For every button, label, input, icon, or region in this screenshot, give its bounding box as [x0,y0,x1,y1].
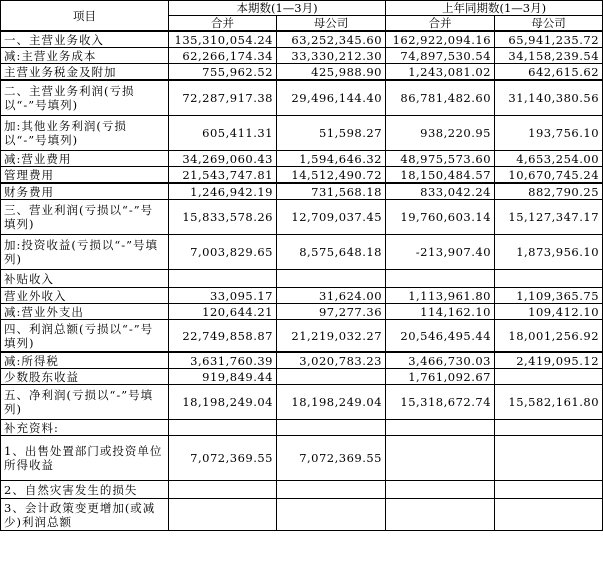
prior-consolidated-cell: 938,220.95 [386,116,495,151]
row-label: 二、主营业务利润(亏损以“-”号填列) [1,80,169,116]
table-row [1,64,603,81]
current-parent-header: 母公司 [277,16,386,32]
prior-consolidated-cell: 19,760,603.14 [386,200,495,235]
current-parent-cell: 425,988.90 [277,64,386,81]
prior-parent-cell: 10,670,745.24 [495,167,603,184]
prior-parent-cell: 31,140,380.56 [495,80,603,116]
prior-consolidated-cell [386,270,495,288]
row-label: 补充资料: [1,420,169,436]
table-row [1,385,603,420]
prior-parent-cell: 34,158,239.54 [495,48,603,64]
prior-parent-cell: 109,412.10 [495,304,603,320]
row-label: 主营业务税金及附加 [1,64,169,81]
prior-consolidated-cell: 18,150,484.57 [386,167,495,184]
current-consolidated-cell: 135,310,054.24 [169,31,277,48]
current-parent-cell: 97,277.36 [277,304,386,320]
current-parent-cell: 8,575,648.18 [277,235,386,270]
table-row [1,270,603,288]
prior-parent-cell: 2,419,095.12 [495,352,603,369]
prior-parent-cell [495,499,603,531]
prior-consolidated-cell: 1,243,081.02 [386,64,495,81]
table-row [1,369,603,385]
current-parent-cell: 731,568.18 [277,183,386,200]
prior-parent-cell [495,420,603,436]
table-row [1,235,603,270]
prior-consolidated-cell: 74,897,530.54 [386,48,495,64]
prior-parent-cell: 15,582,161.80 [495,385,603,420]
current-period-header: 本期数(1—3月) [169,1,386,16]
prior-consolidated-cell: 15,318,672.74 [386,385,495,420]
prior-parent-cell [495,270,603,288]
current-parent-cell: 12,709,037.45 [277,200,386,235]
table-row [1,200,603,235]
prior-parent-cell: 642,615.62 [495,64,603,81]
row-label: 1、出售处置部门或投资单位所得收益 [1,436,169,481]
prior-consolidated-cell [386,499,495,531]
prior-consolidated-cell: 114,162.10 [386,304,495,320]
prior-parent-cell: 193,756.10 [495,116,603,151]
prior-consolidated-cell: 20,546,495.44 [386,320,495,353]
current-consolidated-cell: 34,269,060.43 [169,151,277,167]
current-consolidated-cell [169,270,277,288]
current-consolidated-header: 合并 [169,16,277,32]
table-row [1,48,603,64]
current-consolidated-cell: 3,631,760.39 [169,352,277,369]
row-label: 四、利润总额(亏损以“-”号填列) [1,320,169,353]
current-consolidated-cell: 21,543,747.81 [169,167,277,184]
prior-parent-cell: 65,941,235.72 [495,31,603,48]
current-consolidated-cell [169,420,277,436]
row-label: 营业外收入 [1,288,169,304]
current-parent-cell [277,499,386,531]
current-consolidated-cell: 72,287,917.38 [169,80,277,116]
prior-consolidated-cell: 48,975,573.60 [386,151,495,167]
current-consolidated-cell: 18,198,249.04 [169,385,277,420]
current-parent-cell: 7,072,369.55 [277,436,386,481]
table-row [1,151,603,167]
table-row [1,320,603,353]
current-consolidated-cell: 62,266,174.34 [169,48,277,64]
current-parent-cell: 21,219,032.27 [277,320,386,353]
prior-parent-cell: 1,109,365.75 [495,288,603,304]
current-parent-cell [277,481,386,499]
current-consolidated-cell [169,481,277,499]
prior-parent-header: 母公司 [495,16,603,32]
table-row [1,80,603,116]
current-consolidated-cell: 1,246,942.19 [169,183,277,200]
row-label: 少数股东收益 [1,369,169,385]
current-parent-cell: 18,198,249.04 [277,385,386,420]
prior-parent-cell: 1,873,956.10 [495,235,603,270]
prior-parent-cell: 4,653,254.00 [495,151,603,167]
current-consolidated-cell: 919,849.44 [169,369,277,385]
current-consolidated-cell: 15,833,578.26 [169,200,277,235]
current-parent-cell: 33,330,212.30 [277,48,386,64]
row-label: 财务费用 [1,183,169,200]
prior-consolidated-cell: 86,781,482.60 [386,80,495,116]
row-label: 三、营业利润(亏损以“-”号填列) [1,200,169,235]
current-parent-cell [277,270,386,288]
current-parent-cell: 51,598.27 [277,116,386,151]
table-row [1,167,603,184]
current-consolidated-cell: 7,072,369.55 [169,436,277,481]
row-label: 2、自然灾害发生的损失 [1,481,169,499]
current-consolidated-cell: 755,962.52 [169,64,277,81]
current-consolidated-cell: 33,095.17 [169,288,277,304]
prior-consolidated-cell [386,481,495,499]
prior-period-header: 上年同期数(1—3月) [386,1,603,16]
current-parent-cell: 63,252,345.60 [277,31,386,48]
prior-parent-cell [495,369,603,385]
current-parent-cell: 3,020,783.23 [277,352,386,369]
prior-consolidated-cell [386,436,495,481]
prior-parent-cell: 15,127,347.17 [495,200,603,235]
prior-consolidated-cell: 3,466,730.03 [386,352,495,369]
row-label: 加:其他业务利润(亏损以“-”号填列) [1,116,169,151]
table-row [1,116,603,151]
current-parent-cell [277,369,386,385]
prior-consolidated-cell: 1,113,961.80 [386,288,495,304]
current-consolidated-cell: 605,411.31 [169,116,277,151]
row-label: 减:主营业务成本 [1,48,169,64]
current-parent-cell: 14,512,490.72 [277,167,386,184]
table-row [1,481,603,499]
row-label: 减:营业费用 [1,151,169,167]
prior-parent-cell [495,481,603,499]
row-label: 五、净利润(亏损以“-”号填列) [1,385,169,420]
current-consolidated-cell: 7,003,829.65 [169,235,277,270]
row-label: 补贴收入 [1,270,169,288]
current-parent-cell: 29,496,144.40 [277,80,386,116]
table-row [1,499,603,531]
current-consolidated-cell: 22,749,858.87 [169,320,277,353]
current-parent-cell [277,420,386,436]
current-parent-cell: 1,594,646.32 [277,151,386,167]
table-row [1,436,603,481]
row-label: 3、会计政策变更增加(或减少)利润总额 [1,499,169,531]
prior-consolidated-cell: 162,922,094.16 [386,31,495,48]
row-label: 一、主营业务收入 [1,31,169,48]
prior-parent-cell: 18,001,256.92 [495,320,603,353]
item-header: 项目 [1,1,169,32]
current-parent-cell: 31,624.00 [277,288,386,304]
header-row-1 [1,1,603,16]
row-label: 减:所得税 [1,352,169,369]
prior-parent-cell: 882,790.25 [495,183,603,200]
current-consolidated-cell [169,499,277,531]
table-row [1,288,603,304]
prior-consolidated-cell: -213,907.40 [386,235,495,270]
prior-consolidated-cell: 833,042.24 [386,183,495,200]
table-row [1,352,603,369]
row-label: 加:投资收益(亏损以“-”号填列) [1,235,169,270]
table-row [1,420,603,436]
row-label: 减:营业外支出 [1,304,169,320]
table-row [1,183,603,200]
prior-consolidated-cell: 1,761,092.67 [386,369,495,385]
table-row [1,304,603,320]
current-consolidated-cell: 120,644.21 [169,304,277,320]
table-row [1,31,603,48]
prior-consolidated-cell [386,420,495,436]
prior-parent-cell [495,436,603,481]
prior-consolidated-header: 合并 [386,16,495,32]
row-label: 管理费用 [1,167,169,184]
